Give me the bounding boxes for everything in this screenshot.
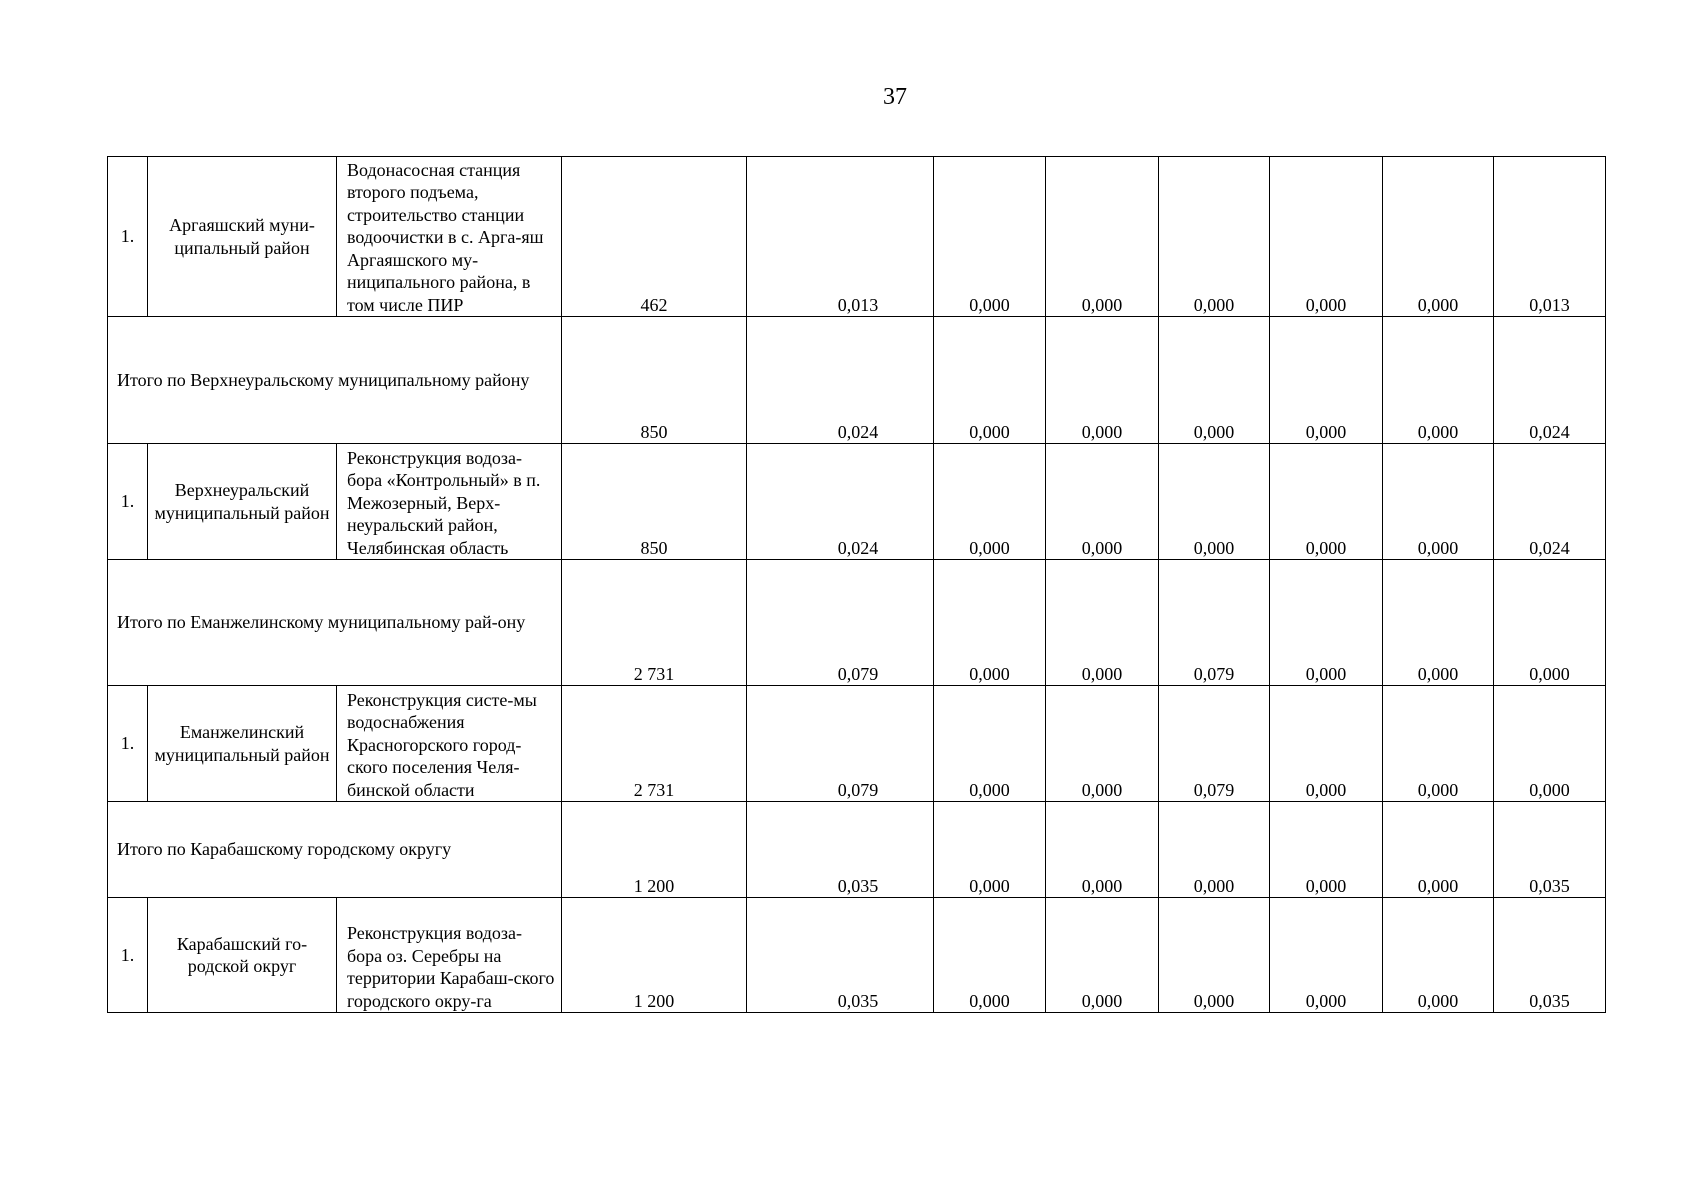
value-cell: 0,000 bbox=[1046, 317, 1159, 444]
value-cell: 0,000 bbox=[1270, 157, 1383, 317]
value-cell: 0,000 bbox=[1383, 686, 1494, 802]
table-row-total bbox=[108, 317, 1606, 444]
value-cell: 0,000 bbox=[1046, 686, 1159, 802]
value-cell: 850 bbox=[562, 444, 747, 560]
value-cell: 0,000 bbox=[934, 686, 1046, 802]
district-name: Аргаяшский муни-ципальный район bbox=[148, 157, 337, 317]
row-number: 1. bbox=[108, 444, 148, 560]
value-cell: 0,013 bbox=[1494, 157, 1606, 317]
table-row-item bbox=[108, 898, 1606, 1013]
table-row-total bbox=[108, 560, 1606, 686]
value-cell: 0,000 bbox=[1159, 898, 1270, 1013]
value-cell: 0,035 bbox=[747, 898, 934, 1013]
value-cell: 0,000 bbox=[1383, 802, 1494, 898]
value-cell: 0,000 bbox=[1046, 560, 1159, 686]
table-body bbox=[108, 157, 1606, 1013]
value-cell: 0,035 bbox=[1494, 898, 1606, 1013]
value-cell: 0,035 bbox=[1494, 802, 1606, 898]
value-cell: 0,000 bbox=[1046, 444, 1159, 560]
value-cell: 1 200 bbox=[562, 898, 747, 1013]
value-cell: 0,000 bbox=[1046, 802, 1159, 898]
value-cell: 0,000 bbox=[934, 560, 1046, 686]
value-cell: 0,000 bbox=[934, 898, 1046, 1013]
value-cell: 0,024 bbox=[747, 444, 934, 560]
row-number: 1. bbox=[108, 157, 148, 317]
value-cell: 0,000 bbox=[1270, 686, 1383, 802]
row-number: 1. bbox=[108, 898, 148, 1013]
table-row-item bbox=[108, 157, 1606, 317]
total-label: Итого по Верхнеуральскому муниципальному району bbox=[108, 317, 562, 444]
value-cell: 2 731 bbox=[562, 560, 747, 686]
value-cell: 2 731 bbox=[562, 686, 747, 802]
value-cell: 0,024 bbox=[747, 317, 934, 444]
value-cell: 0,000 bbox=[1383, 157, 1494, 317]
value-cell: 0,035 bbox=[747, 802, 934, 898]
value-cell: 0,000 bbox=[934, 444, 1046, 560]
value-cell: 0,000 bbox=[1494, 560, 1606, 686]
value-cell: 0,000 bbox=[1159, 317, 1270, 444]
value-cell: 0,024 bbox=[1494, 444, 1606, 560]
value-cell: 0,000 bbox=[1270, 802, 1383, 898]
object-description: Водонасосная станция второго подъема, строительство станции водоочистки в с. Арга-яш Аргаяшского му-ниципального района, в том числе ПИР bbox=[337, 157, 562, 317]
value-cell: 0,000 bbox=[1270, 898, 1383, 1013]
value-cell: 0,013 bbox=[747, 157, 934, 317]
value-cell: 0,000 bbox=[1270, 560, 1383, 686]
value-cell: 462 bbox=[562, 157, 747, 317]
value-cell: 850 bbox=[562, 317, 747, 444]
value-cell: 0,000 bbox=[1046, 157, 1159, 317]
value-cell: 0,079 bbox=[1159, 560, 1270, 686]
value-cell: 0,079 bbox=[1159, 686, 1270, 802]
value-cell: 0,000 bbox=[1383, 444, 1494, 560]
row-number: 1. bbox=[108, 686, 148, 802]
value-cell: 0,079 bbox=[747, 686, 934, 802]
value-cell: 0,000 bbox=[1159, 444, 1270, 560]
value-cell: 0,000 bbox=[1159, 802, 1270, 898]
value-cell: 0,000 bbox=[1494, 686, 1606, 802]
value-cell: 1 200 bbox=[562, 802, 747, 898]
value-cell: 0,000 bbox=[1046, 898, 1159, 1013]
table-row-item bbox=[108, 444, 1606, 560]
object-description: Реконструкция систе-мы водоснабжения Красногорского город-ского поселения Челя-бинской области bbox=[337, 686, 562, 802]
value-cell: 0,000 bbox=[1159, 157, 1270, 317]
page-number: 37 bbox=[883, 84, 907, 110]
value-cell: 0,024 bbox=[1494, 317, 1606, 444]
district-name: Верхнеуральский муниципальный район bbox=[148, 444, 337, 560]
table-row-item bbox=[108, 686, 1606, 802]
total-label: Итого по Карабашскому городскому округу bbox=[108, 802, 562, 898]
value-cell: 0,000 bbox=[934, 317, 1046, 444]
value-cell: 0,079 bbox=[747, 560, 934, 686]
value-cell: 0,000 bbox=[1383, 898, 1494, 1013]
value-cell: 0,000 bbox=[934, 157, 1046, 317]
object-description: Реконструкция водоза-бора оз. Серебры на территории Карабаш-ского городского окру-га bbox=[337, 898, 562, 1013]
value-cell: 0,000 bbox=[1383, 317, 1494, 444]
total-label: Итого по Еманжелинскому муниципальному рай-ону bbox=[108, 560, 562, 686]
object-description: Реконструкция водоза-бора «Контрольный» в п. Межозерный, Верх-неуральский район, Челябинская область bbox=[337, 444, 562, 560]
value-cell: 0,000 bbox=[1270, 444, 1383, 560]
district-name: Еманжелинский муниципальный район bbox=[148, 686, 337, 802]
data-table bbox=[107, 156, 1606, 1013]
district-name: Карабашский го-родской округ bbox=[148, 898, 337, 1013]
table-row-total bbox=[108, 802, 1606, 898]
value-cell: 0,000 bbox=[934, 802, 1046, 898]
value-cell: 0,000 bbox=[1383, 560, 1494, 686]
value-cell: 0,000 bbox=[1270, 317, 1383, 444]
